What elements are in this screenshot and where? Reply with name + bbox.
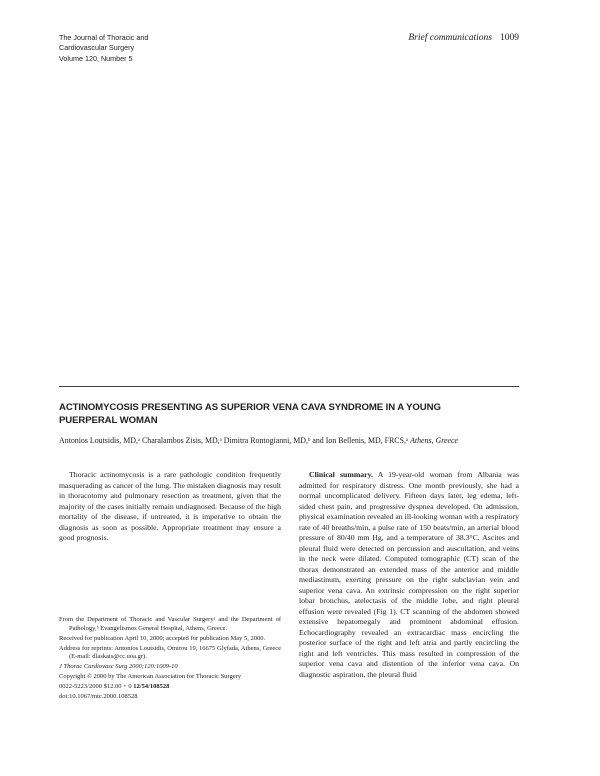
doi-note: doi:10.1067/mtc.2000.108528 — [59, 693, 138, 700]
body-text: A 19-year-old woman from Albania was admitted for respiratory distress. One month previously, she had a normal uncomplicated delivery. Fifteen days later, leg edema, left-sided chest pain, and progressive dyspnea developed. On admission, physical examination revealed an ill-looking woman with a respiratory rate of 40 breaths/min, a pulse rate of 150 beats/min, an arterial blood pressure of 80/40 mm Hg, and a temperature of 38.3°C. Ascites and pleural fluid were detected on percussion and auscultation, and veins in the neck were dilated. Computed tomographic (CT) scan of the thorax demonstrated an extended mass of the anterior and middle mediastinum, exerting pressure on the right subclavian vein and superior vena cava. An extrinsic compression on the right superior lobar bronchus, atelectasis of the middle lobe, and right pleural effusion were revealed (Fig 1). CT scanning of the abdomen showed extensive hepatomegaly and prominent abdominal effusion. Echocardiography revealed an extracardiac mass encircling the posterior surface of the right and left atria and partly encircling the right and left ventricles. This mass resulted in compression of the superior vena cava and distention of the inferior vena cava. On diagnostic aspiration, the pleural fluid — [299, 470, 519, 679]
body-paragraph — [299, 470, 519, 680]
footnotes — [59, 616, 281, 703]
author-location: Athens, Greece — [410, 436, 458, 445]
intro-paragraph: Thoracic actinomycosis is a rare pathologic condition frequently masquerading as cancer of the lung. The mistaken diagnosis may result in thoracotomy and pulmonary resection as treatment, given that the majority of the cases initially remain undiagnosed. Because of the high mortality of the disease, if untreated, it is imperative to obtain the diagnosis as soon as possible. Appropriate treatment may ensure a good prognosis. — [59, 470, 281, 543]
affiliation-note: From the Department of Thoracic and Vascular Surgeryᵃ and the Department of Pathology,ᵇ Evangelismos General Hospital, Athens, Greece. — [59, 616, 281, 632]
author-line — [59, 436, 529, 445]
copyright-note: Copyright © 2000 by The American Association for Thoracic Surgery — [59, 673, 242, 680]
title-rule — [59, 386, 519, 387]
article-title: ACTINOMYCOSIS PRESENTING AS SUPERIOR VENA CAVA SYNDROME IN A YOUNG PUERPERAL WOMAN — [59, 402, 441, 426]
intro-column — [59, 470, 281, 544]
author-list: Antonios Loutsidis, MD,ᵃ Charalambos Zisis, MD,ᵃ Dimitra Rontogianni, MD,ᵇ and Ion Bellenis, MD, FRCS,ᵃ — [59, 436, 409, 445]
section-name: Brief communications — [408, 33, 492, 43]
body-column — [299, 470, 519, 680]
issn-note — [59, 683, 281, 692]
received-note: Received for publication April 10, 2000; accepted for publication May 5, 2000. — [59, 634, 266, 642]
issn-code: 12/54/108528 — [133, 683, 170, 690]
citation-note: J Thorac Cardiovasc Surg 2000;120:1009-10 — [59, 663, 178, 670]
journal-info — [59, 33, 148, 64]
journal-name-line-2: Cardiovascular Surgery — [59, 43, 135, 53]
issn-price: 0022-5223/2000 $12.00 + 0 — [59, 683, 132, 690]
page-number: 1009 — [500, 33, 519, 43]
section-lead: Clinical summary. — [309, 470, 373, 479]
journal-name-line-1: The Journal of Thoracic and — [59, 33, 149, 42]
journal-volume: Volume 120, Number 5 — [59, 53, 133, 63]
running-head — [408, 33, 519, 43]
reprints-note: Address for reprints: Antonios Loutsidis, Omirou 19, 16675 Glyfada, Athens, Greece (E-mail: dlaskats@cc.uoa.gr). — [59, 644, 281, 660]
